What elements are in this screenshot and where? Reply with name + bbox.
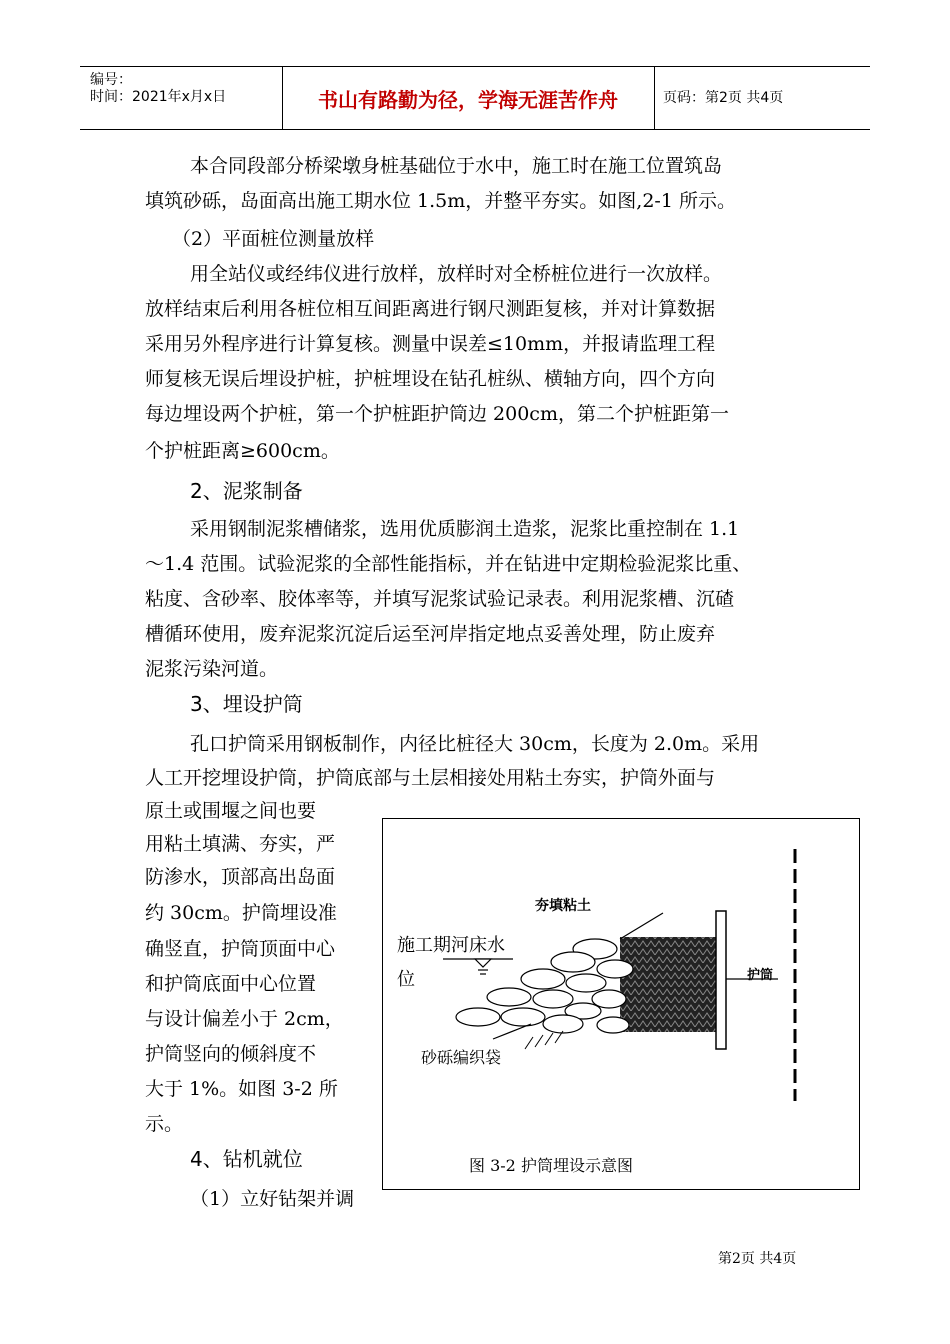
section-heading: 2、泥浆制备 (190, 479, 303, 503)
text-line: 确竖直，护筒顶面中心 (145, 938, 336, 960)
header-motto-cell (282, 67, 655, 129)
text-line: 原土或围堰之间也要 (145, 800, 317, 822)
text-line: 用粘土填满、夯实，严 (145, 833, 336, 855)
code-label: 编号： (90, 72, 132, 88)
text-line: （1）立好钻架并调 (190, 1188, 355, 1210)
text-line: 孔口护筒采用钢板制作，内径比桩径大 30cm，长度为 2.0m。采用 (190, 733, 760, 755)
label-water-2: 位 (397, 969, 415, 990)
header-page-cell (655, 67, 870, 129)
text-line: 槽循环使用，废弃泥浆沉淀后运至河岸指定地点妥善处理，防止废弃 (145, 623, 716, 645)
text-line: 粘度、含砂率、胶体率等，并填写泥浆试验记录表。利用泥浆槽、沉碴 (145, 588, 735, 610)
header-motto: 书山有路勤为径，学海无涯苦作舟 (318, 87, 618, 112)
text-line: 本合同段部分桥梁墩身桩基础位于水中，施工时在施工位置筑岛 (190, 155, 723, 177)
text-line: 大于 1%。如图 3-2 所 (145, 1078, 338, 1100)
section-heading: 4、钻机就位 (190, 1147, 303, 1171)
text-line: 用全站仪或经纬仪进行放样，放样时对全桥桩位进行一次放样。 (190, 263, 723, 285)
figure-caption: 图 3-2 护筒埋设示意图 (469, 1156, 633, 1175)
label-bags: 砂砾编织袋 (421, 1048, 502, 1067)
page-footer: 第2页 共4页 (718, 1251, 797, 1267)
text-line: 放样结束后利用各桩位相互间距离进行钢尺测距复核，并对计算数据 (145, 298, 716, 320)
text-line: 填筑砂砾，岛面高出施工期水位 1.5m，并整平夯实。如图,2-1 所示。 (145, 190, 736, 212)
text-line: 护筒竖向的倾斜度不 (145, 1043, 317, 1065)
text-line: 示。 (145, 1113, 184, 1135)
text-line: 每边埋设两个护桩，第一个护桩距护筒边 200cm，第二个护桩距第一 (145, 403, 729, 425)
text-line: 和护筒底面中心位置 (145, 973, 317, 995)
casing (716, 911, 726, 1049)
text-line: 采用另外程序进行计算复核。测量中误差≤10mm，并报请监理工程 (145, 333, 716, 355)
text-line: （2）平面桩位测量放样 (172, 228, 375, 250)
page-header (80, 66, 870, 130)
ground-hatch (525, 1031, 563, 1049)
casing-diagram-drawing (383, 819, 861, 1191)
text-line: 个护桩距离≥600cm。 (145, 440, 340, 462)
text-line: 与设计偏差小于 2cm， (145, 1008, 344, 1030)
text-line: 泥浆污染河道。 (145, 658, 279, 680)
label-casing: 护筒 (747, 968, 774, 983)
text-line: 约 30cm。护筒埋设准 (145, 902, 337, 924)
clay-backfill (620, 937, 720, 1032)
header-meta (80, 67, 283, 129)
date-label: 时间：2021年x月x日 (90, 89, 227, 105)
text-line: 采用钢制泥浆槽储浆，选用优质膨润土造浆，泥浆比重控制在 1.1 (190, 518, 740, 540)
text-line: 人工开挖埋设护筒，护筒底部与土层相接处用粘土夯实，护筒外面与 (145, 767, 716, 789)
casing-diagram (382, 818, 860, 1190)
text-line: ～1.4 范围。试验泥浆的全部性能指标，并在钻进中定期检验泥浆比重、 (145, 553, 752, 575)
text-line: 防渗水，顶部高出岛面 (145, 866, 336, 888)
water-level-symbol (443, 959, 513, 974)
header-page-label: 页码：第2页 共4页 (663, 89, 784, 106)
label-clay: 夯填粘土 (535, 898, 591, 914)
label-water: 施工期河床水 (397, 935, 505, 956)
text-line: 师复核无误后埋设护桩，护桩埋设在钻孔桩纵、横轴方向，四个方向 (145, 368, 716, 390)
section-heading: 3、埋设护筒 (190, 692, 303, 716)
